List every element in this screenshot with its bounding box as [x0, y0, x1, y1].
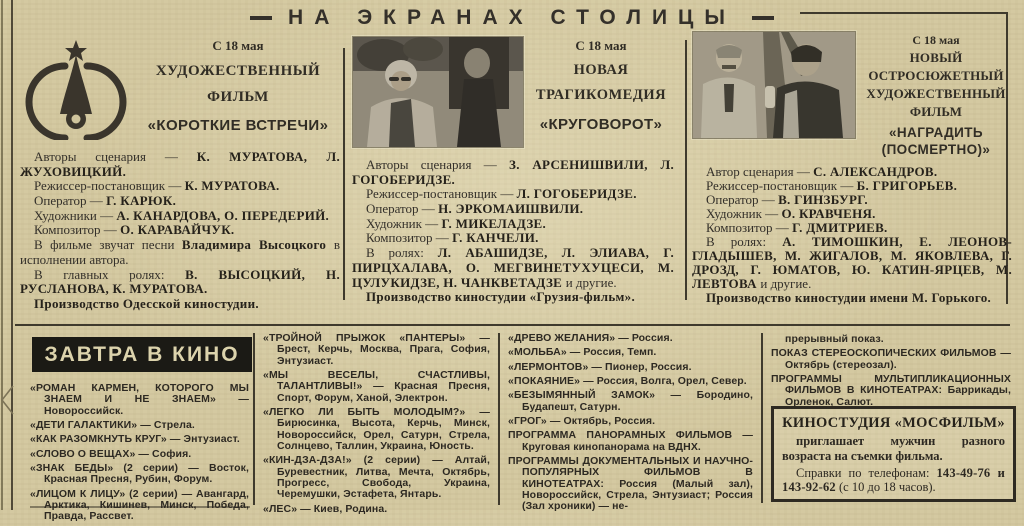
credit-names: В. ГИНЗБУРГ.: [778, 192, 868, 208]
column-divider: [343, 48, 345, 300]
listings-column-4: [771, 334, 1011, 411]
credit-line: [692, 165, 1012, 179]
film-header: [692, 31, 1012, 158]
film-genre-line: ФИЛЬМ: [207, 89, 269, 106]
credit-names: З. АРСЕНИШВИЛИ, Л. ГОГОБЕРИДЗЕ.: [352, 157, 674, 187]
film-title: «НАГРАДИТЬ: [889, 124, 983, 140]
credit-tail: в исполнении автора.: [20, 237, 340, 267]
credit-role: Оператор —: [366, 201, 439, 217]
credit-role: Композитор —: [366, 230, 453, 246]
credit-role: Режиссер-постановщик —: [34, 178, 185, 194]
film-announcement: [132, 36, 340, 135]
mosfilm-ad-box: [771, 406, 1016, 502]
section-divider: [15, 324, 1010, 326]
film-credits: [692, 165, 1012, 305]
odessa-studio-emblem-icon: [20, 40, 132, 140]
film-article-krugovorot: [352, 36, 674, 305]
listings-column-2: [263, 333, 490, 518]
mosfilm-ad-phones: [782, 466, 1005, 496]
credit-line: [352, 202, 674, 217]
listing-item: «ЗНАК БЕДЫ» (2 серии) — Восток, Красная Пресня, Рубин, Форум.: [30, 461, 249, 486]
margin-fold-mark: [0, 385, 14, 415]
credit-names: Л. АБАШИДЗЕ, Л. ЭЛИАВА, Г. ПИРЦХАЛАВА, О. МЕГВИНЕТУХУЦЕСИ, М. ЦУЛУКИДЗЕ, Н. ЧАНКВЕТАДЗЕ: [352, 245, 674, 290]
credit-line: [20, 268, 340, 297]
credit-line: [352, 231, 674, 246]
listing-item: «ГРОГ» — Октябрь, Россия.: [508, 414, 656, 427]
credit-line: [692, 207, 1012, 221]
credit-line: [692, 235, 1012, 291]
credit-line: [352, 187, 674, 202]
listing-item: «СЛОВО О ВЕЩАХ» — София.: [30, 447, 192, 460]
listing-column-divider: [253, 333, 255, 505]
listings-column-1: [30, 383, 249, 526]
column-divider: [685, 40, 687, 300]
credit-role: Режиссер-постановщик —: [706, 178, 857, 194]
page-title: НА ЭКРАНАХ СТОЛИЦЫ: [288, 6, 736, 29]
release-date: С 18 мая: [912, 33, 960, 47]
credit-line: [692, 193, 1012, 207]
credit-role: Автор сценария —: [706, 164, 814, 180]
listing-item: «ЛЕГКО ЛИ БЫТЬ МОЛОДЫМ?» — Бирюсинка, Высота, Керчь, Минск, Новороссийск, Орел, Сатурн, Стрела, Солнцево, Таллин, Украина, Юность.: [263, 405, 490, 452]
credit-line: [20, 223, 340, 238]
film-genre-line: НОВЫЙ: [909, 50, 963, 65]
film-genre-line: ФИЛЬМ: [909, 103, 963, 119]
listing-column-divider: [498, 333, 500, 505]
listing-item: ПРОГРАММА ПАНОРАМНЫХ ФИЛЬМОВ — Круговая кинопанорама на ВДНХ.: [508, 429, 753, 453]
listing-item: «ЛЕРМОНТОВ» — Пионер, Россия.: [508, 360, 692, 373]
production-line: [352, 290, 674, 305]
listing-item: «ЛИЦОМ К ЛИЦУ» (2 серии) — Авангард, Арктика, Кишинев, Минск, Победа, Правда, Рассвет.: [30, 487, 249, 523]
film-credits: [20, 150, 340, 312]
mosfilm-ad-text: приглашает мужчин разного возраста на съемки фильма.: [782, 434, 1005, 463]
film-header: [352, 36, 674, 148]
credit-line: [20, 150, 340, 179]
listing-item: ПРОГРАММЫ МУЛЬТИПЛИКАЦИОННЫХ ФИЛЬМОВ В КИНОТЕАТРАХ: Баррикады, Орленок, Салют.: [771, 372, 1011, 408]
credit-line: [20, 238, 340, 267]
page-left-edge: [1, 0, 3, 510]
film-genre-line: ОСТРОСЮЖЕТНЫЙ: [868, 67, 1004, 83]
credit-line: [352, 246, 674, 290]
credit-names: К. МУРАТОВА, Л. ЖУХОВИЦКИЙ.: [20, 149, 340, 179]
credit-role: Оператор —: [34, 193, 107, 209]
film-article-korotkie-vstrechi: [20, 36, 340, 312]
masthead-left-dash: [250, 16, 272, 20]
credit-role: Композитор —: [706, 220, 793, 236]
credit-names: Владимира Высоцкого: [181, 237, 334, 253]
credit-names: В. ВЫСОЦКИЙ, Н. РУСЛАНОВА, К. МУРАТОВА.: [20, 266, 340, 297]
phones-hours: (с 10 до 18 часов).: [835, 480, 936, 495]
film-genre-line: ХУДОЖЕСТВЕННЫЙ: [866, 85, 1006, 101]
credit-line: [352, 158, 674, 187]
film-title: «КОРОТКИЕ ВСТРЕЧИ»: [147, 116, 329, 134]
credit-role: В ролях:: [366, 245, 438, 261]
listing-item: «КИН-ДЗА-ДЗА!» (2 серии) — Алтай, Буревестник, Литва, Мечта, Октябрь, Прогресс, Свобода, Украина, Черемушки, Эстафета, Янтарь.: [263, 454, 490, 501]
credit-role: Авторы сценария —: [34, 149, 197, 164]
tomorrow-in-cinema-banner: ЗАВТРА В КИНО: [32, 337, 252, 372]
film-header: [20, 36, 340, 140]
credit-names: Производство киностудии имени М. Горького.: [706, 290, 992, 306]
credit-names: Г. ДМИТРИЕВ.: [792, 220, 888, 236]
credit-tail: и другие.: [565, 274, 617, 290]
film-still-photo: [352, 36, 524, 148]
release-date: С 18 мая: [575, 38, 627, 53]
credit-line: [20, 209, 340, 224]
credit-role: В ролях:: [706, 234, 783, 250]
credit-names: Г. КАРЮК.: [106, 193, 177, 209]
credit-names: А. КАНАРДОВА, О. ПЕРЕДЕРИЙ.: [116, 207, 330, 223]
release-date: С 18 мая: [212, 38, 264, 53]
listing-item: ПРОГРАММЫ ДОКУМЕНТАЛЬНЫХ И НАУЧНО-ПОПУЛЯРНЫХ ФИЛЬМОВ В КИНОТЕАТРАХ: Россия (Малый зал), Новороссийск, Стрела, Энтузиаст; Россия (Зал хроники) — не-: [508, 454, 753, 513]
listing-item: «ТРОЙНОЙ ПРЫЖОК «ПАНТЕРЫ» — Брест, Керчь, Москва, Прага, София, Энтузиаст.: [263, 332, 490, 367]
credit-names: О. КРАВЧЕНЯ.: [781, 206, 876, 222]
film-announcement: [524, 36, 674, 134]
film-article-nagradit-posmertno: [692, 31, 1012, 305]
credit-role: Художник —: [366, 215, 442, 231]
credit-names: Г. КАНЧЕЛИ.: [452, 230, 539, 246]
listing-column-divider: [761, 333, 763, 503]
credit-role: Авторы сценария —: [366, 157, 510, 172]
listing-item: ПОКАЗ СТЕРЕОСКОПИЧЕСКИХ ФИЛЬМОВ — Октябрь (стереозал).: [771, 347, 1011, 371]
credit-tail: и другие.: [760, 276, 812, 292]
masthead: [0, 6, 1024, 30]
credit-line: [692, 179, 1012, 193]
credit-line: [20, 179, 340, 194]
credit-names: Н. ЭРКОМАИШВИЛИ.: [438, 201, 584, 217]
credit-names: К. МУРАТОВА.: [184, 178, 280, 194]
credit-role: В главных ролях:: [34, 266, 186, 282]
credit-line: [352, 217, 674, 232]
phones-label: Справки по телефонам:: [796, 465, 937, 480]
listings-column-3: [508, 333, 753, 516]
listing-item: «ДЕТИ ГАЛАКТИКИ» — Стрела.: [30, 418, 195, 431]
film-genre-line: ТРАГИКОМЕДИЯ: [535, 86, 667, 103]
listing-item: «КАК РАЗОМКНУТЬ КРУГ» — Энтузиаст.: [30, 433, 240, 446]
film-title: «КРУГОВОРОТ»: [539, 116, 663, 134]
listing-item: «ПОКАЯНИЕ» — Россия, Волга, Орел, Север.: [508, 374, 747, 387]
credit-role: Художник —: [706, 206, 782, 222]
credit-role: Композитор —: [34, 222, 121, 238]
listing-item: «РОМАН КАРМЕН, КОТОРОГО МЫ ЗНАЕМ И НЕ ЗНАЕМ» — Новороссийск.: [30, 382, 249, 417]
credit-role: Оператор —: [706, 192, 779, 208]
credit-names: Л. ГОГОБЕРИДЗЕ.: [516, 186, 637, 202]
listing-item: прерывный показ.: [785, 333, 884, 345]
credit-names: С. АЛЕКСАНДРОВ.: [813, 164, 938, 180]
credit-names: А. ТИМОШКИН, Е. ЛЕОНОВ-ГЛАДЫШЕВ, М. ЖИГАЛОВ, М. ЯКОВЛЕВА, Г. ДРОЗД, Г. ЮМАТОВ, Ю. КАТИН-ЯРЦЕВ, М. ЛЕВТОВА: [692, 234, 1012, 292]
film-still-photo: [692, 31, 856, 139]
mosfilm-ad-title: КИНОСТУДИЯ «МОСФИЛЬМ»: [782, 415, 1005, 431]
production-line: [692, 291, 1012, 305]
credit-role: Режиссер-постановщик —: [366, 186, 517, 202]
film-genre-line: НОВАЯ: [573, 62, 629, 78]
credit-names: Б. ГРИГОРЬЕВ.: [856, 178, 958, 194]
credit-line: [692, 221, 1012, 235]
listing-item: «ДРЕВО ЖЕЛАНИЯ» — Россия.: [508, 332, 673, 344]
film-credits: [352, 158, 674, 305]
listing-item: «ЛЕС» — Киев, Родина.: [263, 502, 388, 515]
credit-names: Производство киностудии «Грузия-фильм».: [366, 289, 636, 305]
listing-item: «МЫ ВЕСЕЛЫ, СЧАСТЛИВЫ, ТАЛАНТЛИВЫ!» — Красная Пресня, Спорт, Форум, Ханой, Электрон.: [263, 368, 490, 404]
credit-names: Г. МИКЕЛАДЗЕ.: [441, 215, 547, 231]
production-line: [20, 297, 340, 312]
credit-role: Художники —: [34, 207, 117, 223]
film-title: (ПОСМЕРТНО)»: [881, 141, 991, 157]
phone-numbers: 143-49-76 и 143-92-62: [782, 465, 1005, 495]
listing-item: «МОЛЬБА» — Россия, Темп.: [508, 346, 657, 359]
listing-item: «БЕЗЫМЯННЫЙ ЗАМОК» — Бородино, Будапешт, Сатурн.: [508, 389, 753, 413]
film-genre-line: ХУДОЖЕСТВЕННЫЙ: [155, 63, 321, 79]
credit-line: [20, 194, 340, 209]
masthead-right-dash: [752, 16, 774, 20]
credit-names: Производство Одесской киностудии.: [34, 295, 259, 311]
credit-role: В фильме звучат песни: [34, 237, 182, 253]
page-left-rule: [11, 0, 13, 510]
film-announcement: [856, 31, 1012, 158]
credit-names: О. КАРАВАЙЧУК.: [120, 222, 235, 238]
